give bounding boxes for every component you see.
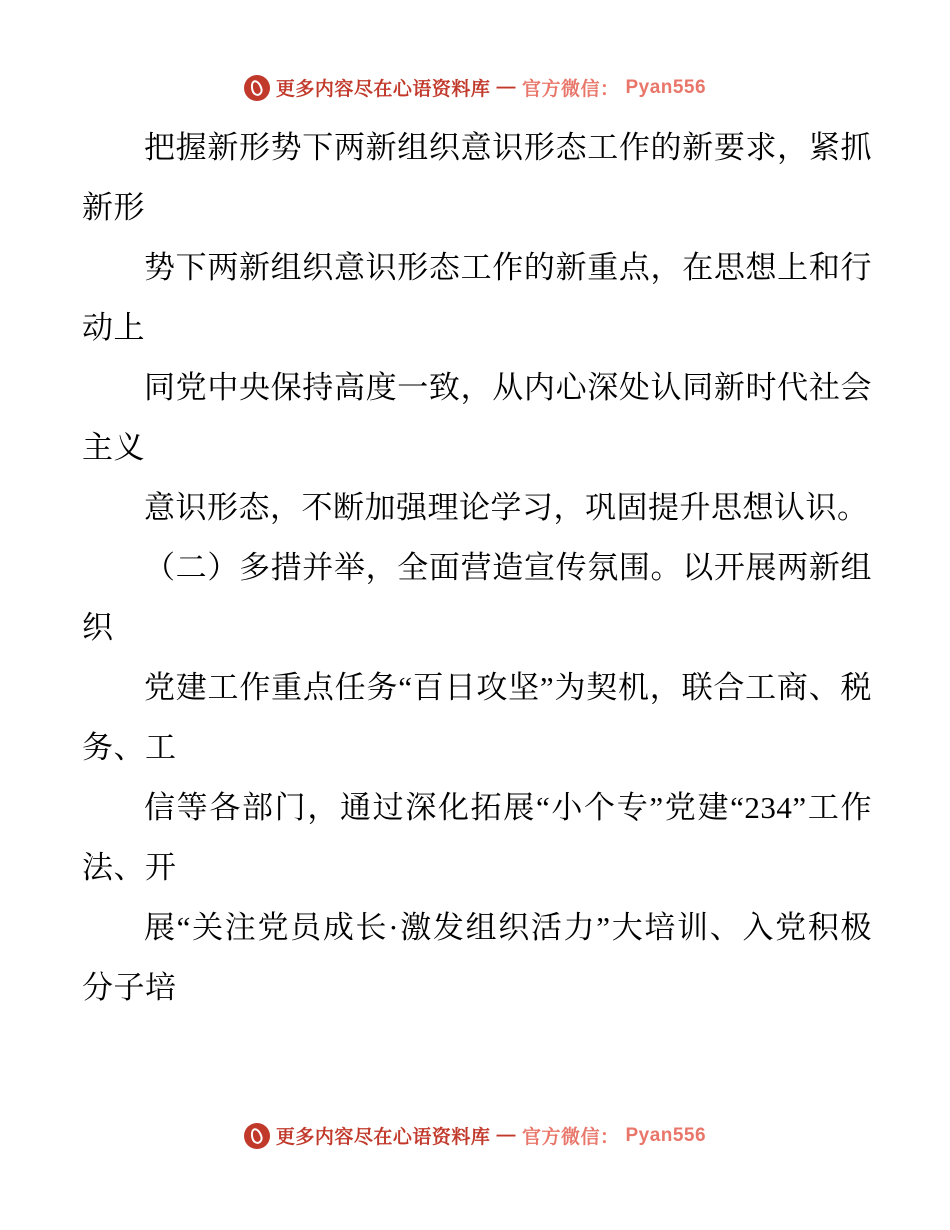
watermark-separator: — xyxy=(496,76,516,98)
paragraph: 展“关注党员成长·激发组织活力”大培训、入党积极分子培 xyxy=(82,910,872,1005)
watermark-main-text: 更多内容尽在心语资料库 xyxy=(275,1127,491,1148)
paragraph: 同党中央保持高度一致，从内心深处认同新时代社会主义 xyxy=(82,370,872,465)
watermark-top xyxy=(0,74,950,101)
paragraph: 党建工作重点任务“百日攻坚”为契机，联合工商、税务、工 xyxy=(82,670,872,765)
watermark-bottom xyxy=(0,1122,950,1149)
paragraph: 把握新形势下两新组织意识形态工作的新要求，紧抓新形 xyxy=(82,130,872,225)
paragraph: 信等各部门，通过深化拓展“小个专”党建“234”工作法、开 xyxy=(82,790,872,885)
paragraph: （二）多措并举，全面营造宣传氛围。以开展两新组织 xyxy=(82,550,872,645)
watermark-account-id: Pyan556 xyxy=(625,76,707,98)
watermark-sub-text: 官方微信： xyxy=(521,1127,620,1148)
watermark-separator: — xyxy=(496,1124,516,1146)
watermark-account-id: Pyan556 xyxy=(625,1124,707,1146)
document-body xyxy=(82,118,872,1018)
watermark-main-text: 更多内容尽在心语资料库 xyxy=(275,79,491,100)
flame-logo-icon xyxy=(244,1123,270,1149)
paragraph: 势下两新组织意识形态工作的新重点，在思想上和行动上 xyxy=(82,250,872,345)
watermark-sub-text: 官方微信： xyxy=(521,79,620,100)
paragraph: 意识形态，不断加强理论学习，巩固提升思想认识。 xyxy=(144,490,869,525)
flame-logo-icon xyxy=(244,75,270,101)
